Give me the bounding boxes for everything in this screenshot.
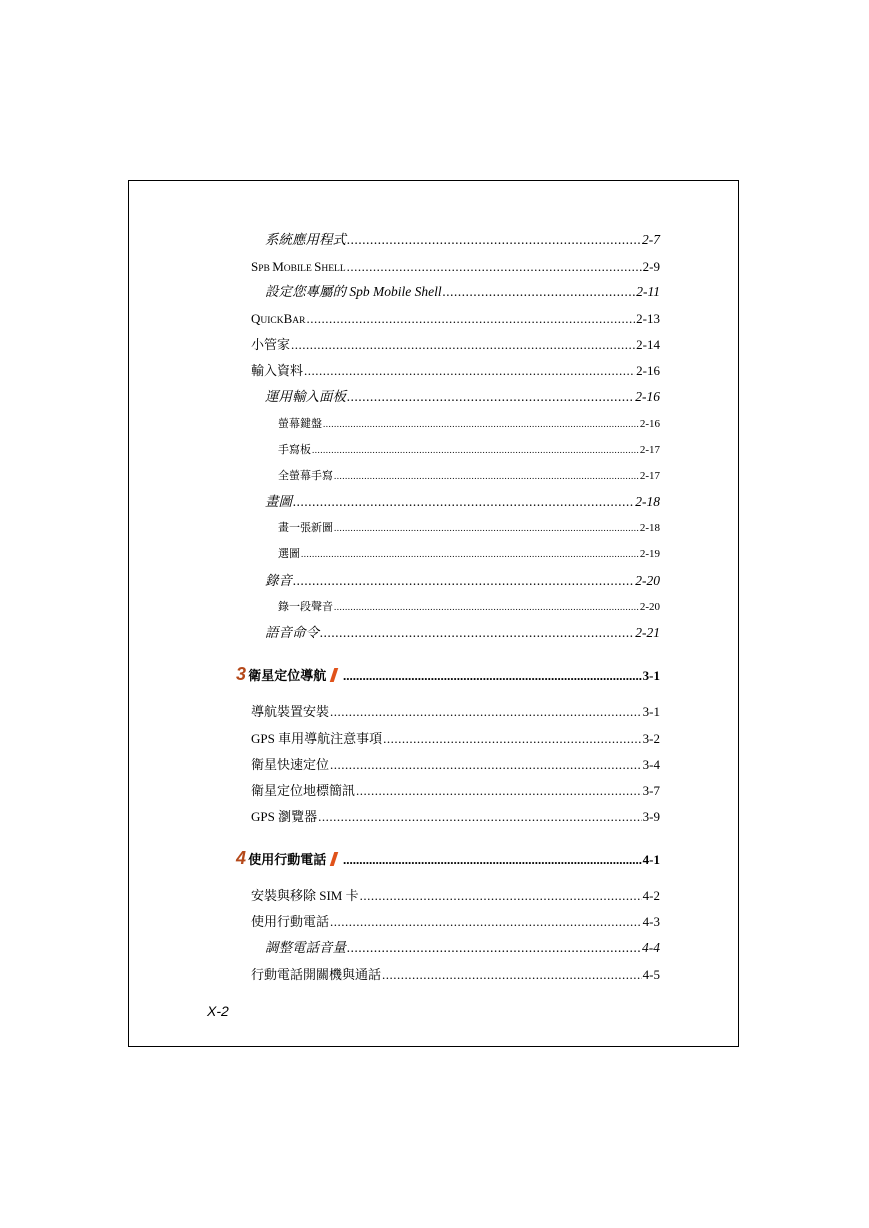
chapter-slash-icon xyxy=(330,852,338,866)
toc-entry[interactable] xyxy=(251,914,660,930)
leader-dots xyxy=(343,668,642,684)
chapter-title: 衛星定位導航 xyxy=(248,668,327,683)
toc-entry[interactable] xyxy=(251,311,660,329)
leader-dots xyxy=(318,809,642,825)
toc-entry-title: 錄音 xyxy=(265,573,292,588)
toc-entry-title: 全螢幕手寫 xyxy=(278,470,333,482)
toc-entry-page: 2-13 xyxy=(636,311,660,326)
toc-entry[interactable] xyxy=(278,599,660,615)
toc-entry[interactable] xyxy=(278,520,660,536)
leader-dots xyxy=(330,704,642,720)
toc-entry[interactable] xyxy=(265,940,660,956)
toc-entry[interactable] xyxy=(265,284,660,300)
leader-dots xyxy=(334,468,639,484)
toc-entry-title: 系統應用程式 xyxy=(265,232,346,247)
chapter-number: 4 xyxy=(236,848,247,868)
toc-entry-page: 2-9 xyxy=(642,259,660,274)
toc-entry[interactable] xyxy=(265,389,660,405)
toc-entry[interactable] xyxy=(251,809,660,825)
toc-entry-page: 2-16 xyxy=(639,418,660,430)
toc-entry-page: 3-2 xyxy=(642,731,660,746)
toc-entry-page: 3-4 xyxy=(642,757,660,772)
leader-dots xyxy=(382,967,642,983)
toc-entry[interactable] xyxy=(251,783,660,799)
toc-entry-title: 選圖 xyxy=(278,548,300,560)
leader-dots xyxy=(293,494,634,510)
toc-entry-page: 4-5 xyxy=(642,967,660,982)
leader-dots xyxy=(334,520,639,536)
toc-entry[interactable] xyxy=(251,704,660,720)
toc-entry-title: 使用行動電話 xyxy=(251,914,330,929)
toc-entry-page: 2-16 xyxy=(636,363,660,378)
toc-entry-title: 行動電話開關機與通話 xyxy=(251,967,382,982)
toc-entry-page: 2-17 xyxy=(639,470,660,482)
chapter-heading[interactable] xyxy=(236,848,660,869)
toc-entry-title: 畫圖 xyxy=(265,494,292,509)
toc-entry-page: 3-9 xyxy=(642,809,660,824)
leader-dots xyxy=(320,625,634,641)
toc-entry[interactable] xyxy=(251,967,660,983)
leader-dots xyxy=(312,442,639,458)
toc-entry[interactable] xyxy=(278,416,660,432)
toc-entry-page: 2-18 xyxy=(635,494,660,509)
leader-dots xyxy=(347,940,641,956)
leader-dots xyxy=(383,731,642,747)
toc-entry-page: 4-4 xyxy=(642,940,660,955)
toc-entry-title: 輸入資料 xyxy=(251,363,304,378)
toc-entry[interactable] xyxy=(265,494,660,510)
leader-dots xyxy=(443,284,636,300)
chapter-slash-icon xyxy=(330,668,338,682)
leader-dots xyxy=(293,573,634,589)
leader-dots xyxy=(330,914,642,930)
leader-dots xyxy=(347,259,642,275)
page-number: X-2 xyxy=(207,1003,229,1019)
leader-dots xyxy=(291,337,635,353)
toc-entry-page: 2-20 xyxy=(639,601,660,613)
chapter-heading[interactable] xyxy=(236,664,660,685)
chapter-page: 4-1 xyxy=(642,852,660,867)
toc-entry[interactable] xyxy=(251,757,660,773)
toc-entry-title: 安裝與移除 SIM 卡 xyxy=(251,888,359,903)
toc-entry-page: 2-20 xyxy=(635,573,660,588)
toc-entry[interactable] xyxy=(265,573,660,589)
toc-entry-title: GPS 瀏覽器 xyxy=(251,809,318,824)
leader-dots xyxy=(343,852,642,868)
toc-entry-title: GPS 車用導航注意事項 xyxy=(251,731,383,746)
leader-dots xyxy=(307,311,636,327)
toc-entry-page: 2-21 xyxy=(635,625,660,640)
toc-entry[interactable] xyxy=(251,888,660,904)
leader-dots xyxy=(304,363,635,379)
leader-dots xyxy=(334,599,639,615)
toc-entry[interactable] xyxy=(278,442,660,458)
toc-entry-title: 調整電話音量 xyxy=(265,940,346,955)
toc-entry[interactable] xyxy=(278,546,660,562)
toc-entry-title: 錄一段聲音 xyxy=(278,601,333,613)
chapter-page: 3-1 xyxy=(642,668,660,683)
toc-entry-page: 2-7 xyxy=(642,232,660,247)
toc-entry-title: 手寫板 xyxy=(278,444,311,456)
toc-entry-page: 2-17 xyxy=(639,444,660,456)
toc-entry-title: 設定您專屬的 Spb Mobile Shell xyxy=(265,284,442,299)
toc-entry-page: 2-11 xyxy=(636,284,660,299)
toc-entry-title: 運用輸入面板 xyxy=(265,389,346,404)
toc-entry[interactable] xyxy=(265,625,660,641)
toc-entry-title: SPB MOBILE SHELL xyxy=(251,259,346,274)
toc-entry-page: 3-1 xyxy=(642,704,660,719)
leader-dots xyxy=(347,232,641,248)
toc-entry[interactable] xyxy=(265,232,660,248)
toc-entry-title: 小管家 xyxy=(251,337,291,352)
leader-dots xyxy=(301,546,639,562)
leader-dots xyxy=(323,416,639,432)
toc-entry[interactable] xyxy=(251,337,660,353)
toc-entry[interactable] xyxy=(251,363,660,379)
toc-entry-page: 2-18 xyxy=(639,522,660,534)
toc-entry[interactable] xyxy=(278,468,660,484)
toc-entry-title: 語音命令 xyxy=(265,625,319,640)
leader-dots xyxy=(360,888,642,904)
toc-entry-page: 4-2 xyxy=(642,888,660,903)
leader-dots xyxy=(356,783,642,799)
toc-entry-title: 導航裝置安裝 xyxy=(251,704,330,719)
toc-entry-page: 2-14 xyxy=(636,337,660,352)
toc-entry[interactable] xyxy=(251,259,660,277)
toc-entry-title: 畫一張新圖 xyxy=(278,522,333,534)
toc-entry-title: 衛星定位地標簡訊 xyxy=(251,783,356,798)
chapter-number: 3 xyxy=(236,664,247,684)
chapter-title: 使用行動電話 xyxy=(248,852,327,867)
toc-entry-title: 衛星快速定位 xyxy=(251,757,330,772)
toc-entry-title: QUICKBAR xyxy=(251,311,306,326)
leader-dots xyxy=(330,757,642,773)
toc-entry-page: 2-16 xyxy=(635,389,660,404)
toc-entry-page: 2-19 xyxy=(639,548,660,560)
toc-entry-page: 4-3 xyxy=(642,914,660,929)
toc-entry[interactable] xyxy=(251,731,660,747)
leader-dots xyxy=(347,389,634,405)
toc-entry-page: 3-7 xyxy=(642,783,660,798)
toc-entry-title: 螢幕鍵盤 xyxy=(278,418,322,430)
